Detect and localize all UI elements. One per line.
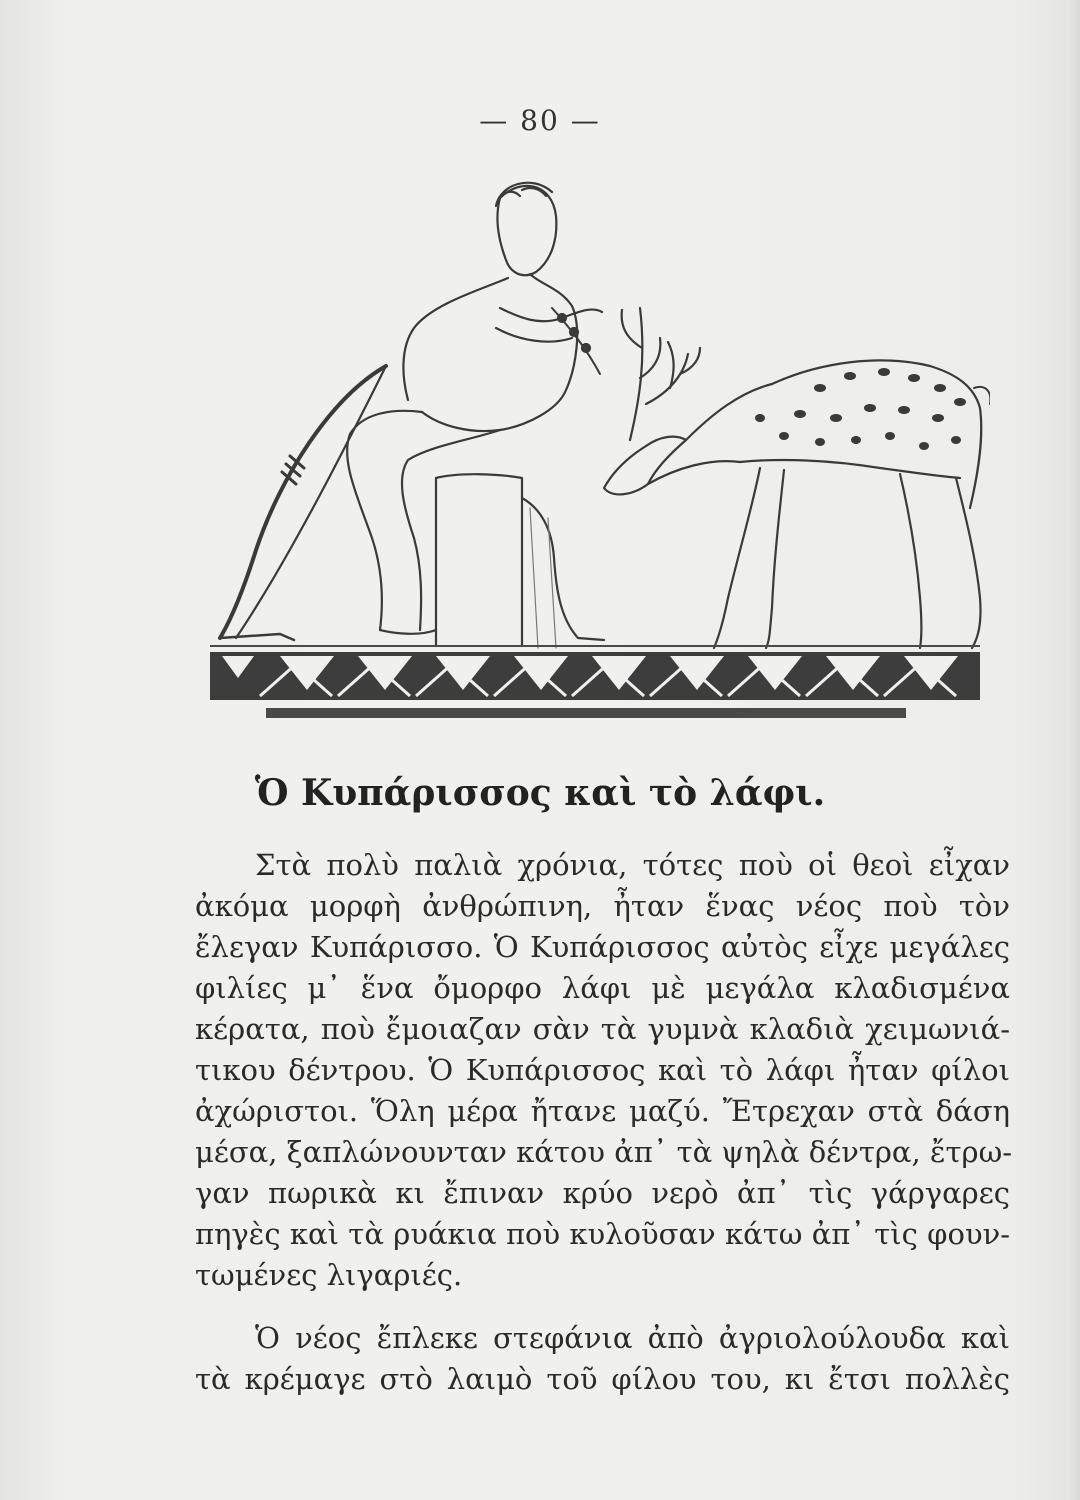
youth-arm xyxy=(500,308,602,321)
paragraph-1 xyxy=(195,845,1013,1296)
text-line: γαν πωρικὰ κι ἔπιναν κρύο νερὸ ἀπ᾽ τὶς γάργαρες xyxy=(195,1176,1010,1210)
body-text xyxy=(195,845,1013,1400)
deer-neck xyxy=(648,384,772,484)
text-line: τωμένες λιγαριές. xyxy=(195,1258,463,1292)
deer-spots xyxy=(755,368,966,450)
illustration-caption: Ὁ Κυπάρισσος καὶ τὸ λάφι. xyxy=(254,772,826,814)
cloak xyxy=(522,498,604,640)
text-line: ἔλεγαν Κυπάρισσο. Ὁ Κυπάρισσος αὐτὸς εἶχε μεγάλες xyxy=(195,930,1010,964)
youth-leg xyxy=(347,411,422,630)
text-line: τὰ κρέμαγε στὸ λαιμὸ τοῦ φίλου του, κι ἔτσι πολλὲς xyxy=(195,1362,1010,1396)
text-line: τικου δέντρου. Ὁ Κυπάρισσος καὶ τὸ λάφι ἦταν φίλοι xyxy=(195,1053,1010,1087)
seat xyxy=(436,474,522,646)
text-line: φιλίες μ᾽ ἕνα ὄμορφο λάφι μὲ μεγάλα κλαδισμένα xyxy=(195,971,1010,1005)
illustration xyxy=(200,178,990,723)
deer-antlers xyxy=(622,308,700,440)
deer-head xyxy=(604,437,686,495)
deer-body xyxy=(772,360,981,508)
youth-torso xyxy=(422,274,577,431)
text-line: κέρατα, ποὺ ἔμοιαζαν σὰν τὰ γυμνὰ κλαδιὰ χειμωνιά- xyxy=(195,1012,1010,1046)
deer-leg xyxy=(714,468,760,648)
text-line: πηγὲς καὶ τὰ ρυάκια ποὺ κυλοῦσαν κάτω ἀπ᾽ τὶς φουν- xyxy=(195,1217,1010,1251)
paragraph-2 xyxy=(195,1318,1010,1400)
text-line: ἀχώριστοι. Ὅλη μέρα ἤτανε μαζύ. Ἔτρεχαν στὰ δάση xyxy=(195,1094,1010,1128)
text-line: Στὰ πολὺ παλιὰ χρόνια, τότες ποὺ οἱ θεοὶ εἶχαν xyxy=(255,848,1010,882)
text-line: ἀκόμα μορφὴ ἀνθρώπινη, ἦταν ἕνας νέος ποὺ τὸν xyxy=(195,889,1010,923)
ornamental-band xyxy=(210,652,980,718)
paragraph-gap xyxy=(195,1296,1010,1318)
youth-head xyxy=(498,186,557,275)
page-edge xyxy=(1066,0,1080,1500)
text-line: Ὁ νέος ἔπλεκε στεφάνια ἀπὸ ἀγριολούλουδα καὶ xyxy=(255,1321,1010,1355)
bow xyxy=(220,366,386,638)
page-number: — 80 — xyxy=(479,104,601,137)
illustration-drawing xyxy=(200,178,990,723)
text-line: μέσα, ξαπλώνουνταν κάτου ἀπ᾽ τὰ ψηλὰ δέντρα, ἔτρω- xyxy=(195,1135,1013,1169)
